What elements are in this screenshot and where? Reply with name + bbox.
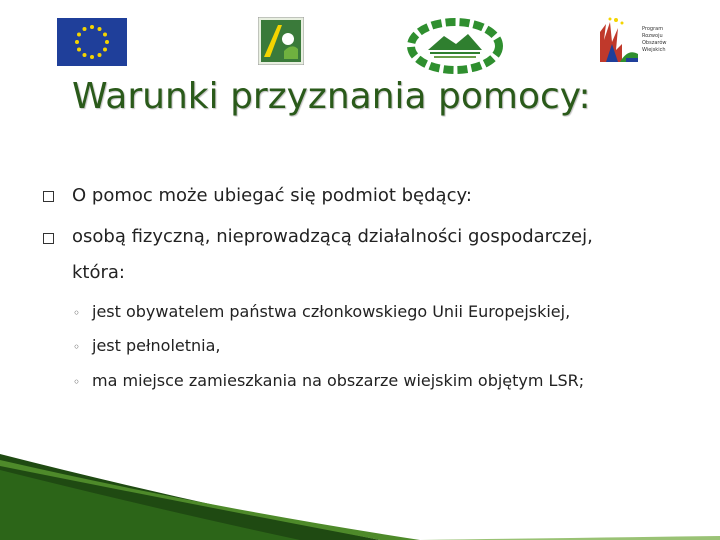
bullet-text-2-continuation: która: xyxy=(72,262,125,283)
sub-bullet-icon: ◦ xyxy=(73,340,81,354)
bullet-text-1: O pomoc może ubiegać się podmiot będący: xyxy=(72,185,472,206)
prow-logo xyxy=(586,14,676,66)
sub-bullet-icon: ◦ xyxy=(73,306,81,320)
prow-logo-text: Program Rozwoju Obszarów Wiejskich xyxy=(642,26,667,53)
bullet-checkbox-icon xyxy=(43,233,54,244)
sub-bullet-icon: ◦ xyxy=(73,375,81,389)
footer-swoosh-decoration xyxy=(0,440,720,540)
lgd-logo xyxy=(406,14,504,74)
slide-title: Warunki przyznania pomocy: xyxy=(72,76,591,117)
sub-bullet-text-1: jest obywatelem państwa członkowskiego Unii Europejskiej, xyxy=(92,302,571,321)
leader-logo xyxy=(258,17,304,65)
bullet-text-2: osobą fizyczną, nieprowadzącą działalności gospodarczej, xyxy=(72,226,593,247)
bullet-checkbox-icon xyxy=(43,191,54,202)
sub-bullet-text-2: jest pełnoletnia, xyxy=(92,336,221,355)
eu-flag-logo xyxy=(57,18,127,66)
sub-bullet-text-3: ma miejsce zamieszkania na obszarze wiejskim objętym LSR; xyxy=(92,371,585,390)
